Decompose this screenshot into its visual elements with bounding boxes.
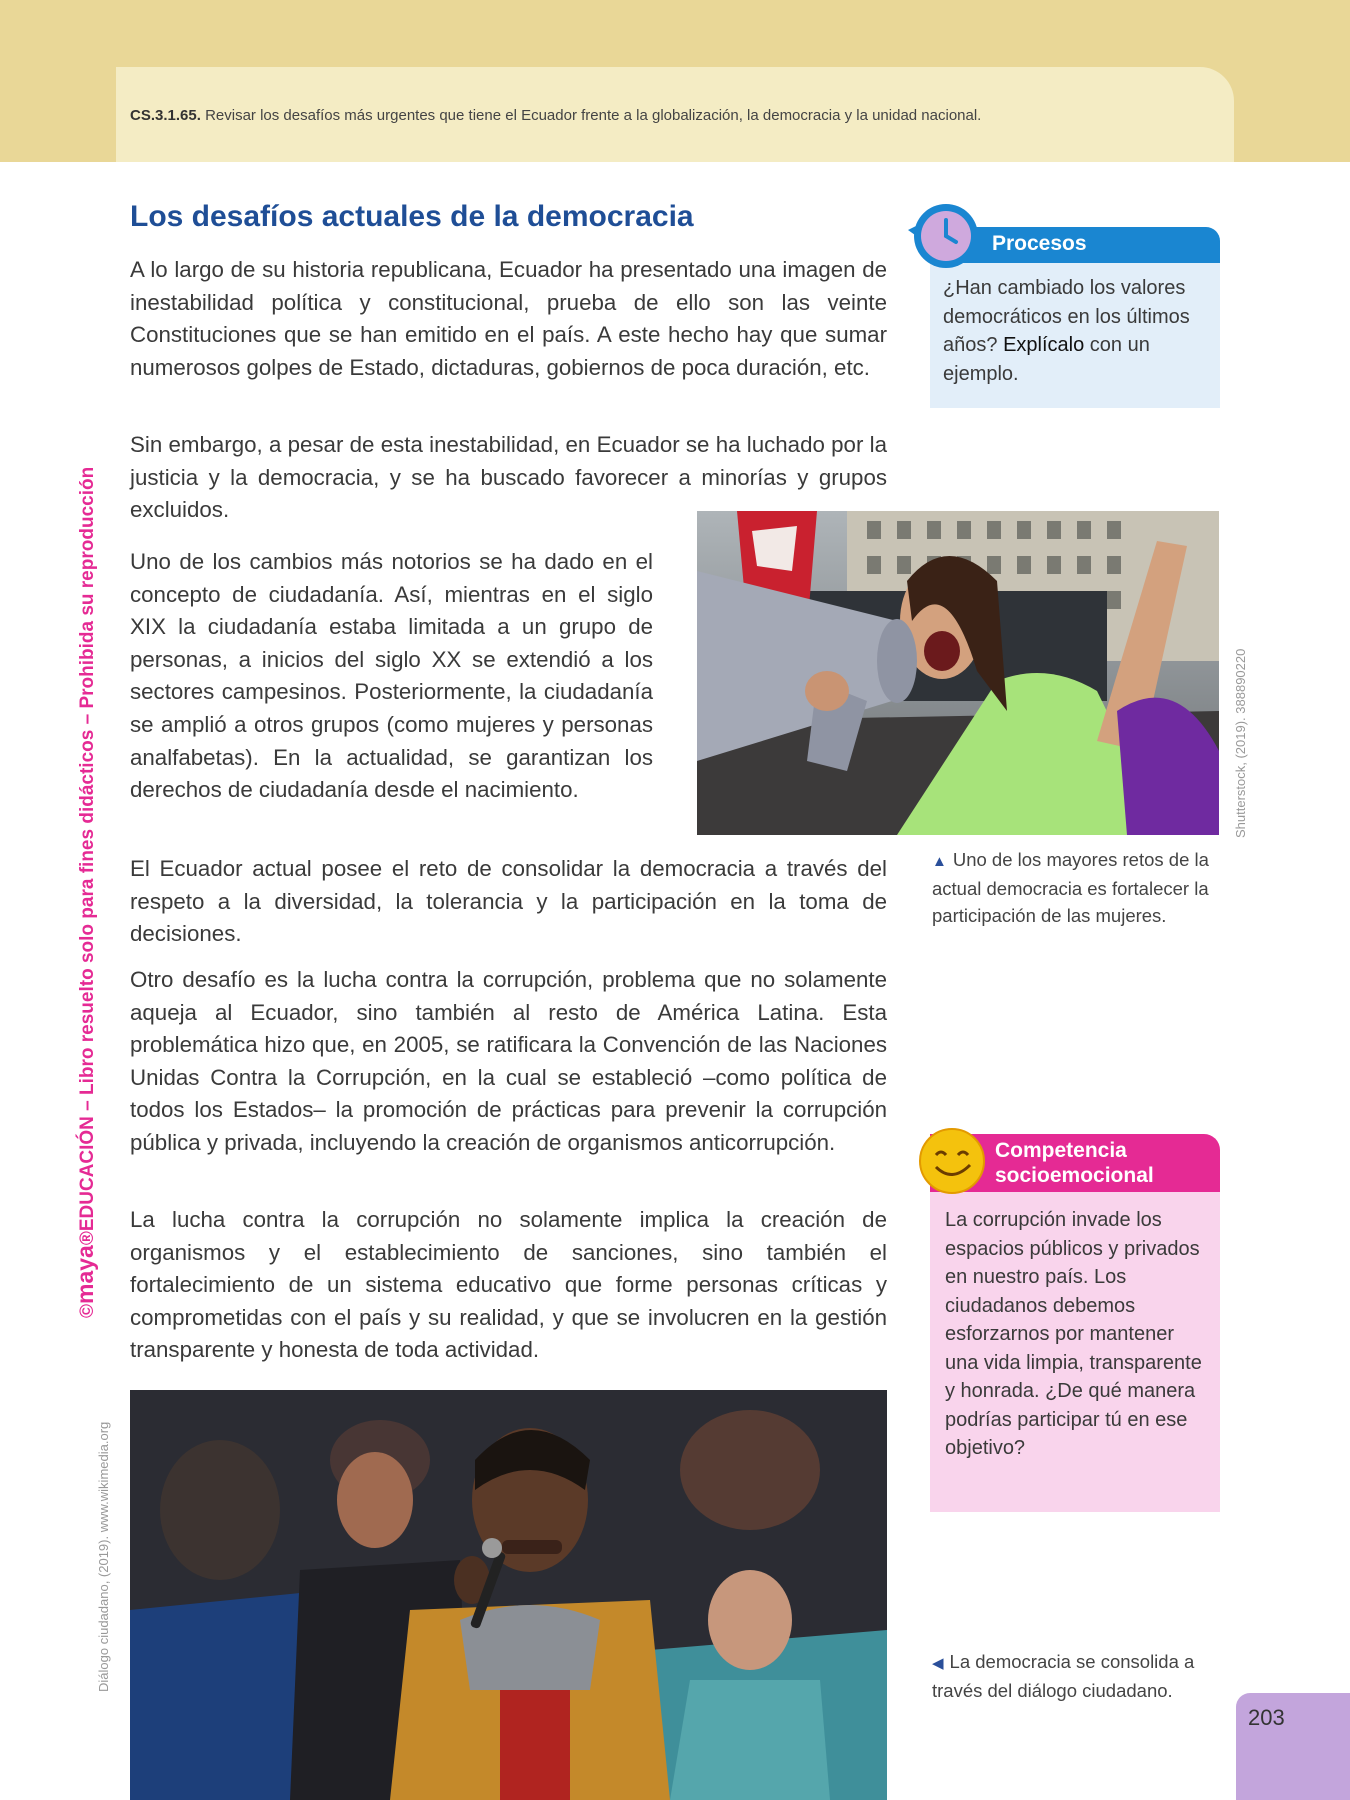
- triangle-up-icon: ▲: [932, 853, 947, 870]
- paragraph-6: La lucha contra la corrupción no solamente implica la creación de organismos y el establecimiento de sanciones, sino también el fortalecimiento de un sistema educativo que forme personas críticas y comprometidas con el país y su realidad, y que se involucren en la gestión transparente y honesta de toda actividad.: [130, 1207, 887, 1363]
- photo1-caption: ▲ Uno de los mayores retos de la actual democracia es fortalecer la participación de las mujeres.: [932, 849, 1209, 926]
- procesos-title: Procesos: [992, 232, 1087, 255]
- copyright-sidebar: ©maya®EDUCACIÓN – Libro resuelto solo para fines didácticos – Prohibida su reproducción: [72, 466, 98, 1318]
- objective-code: CS.3.1.65.: [130, 107, 201, 124]
- competencia-text: La corrupción invade los espacios públicos y privados en nuestro país. Los ciudadanos debemos esforzarnos por mantener una vida limpia, transparente y honrada. ¿De qué manera podrías participar tú en ese objetivo?: [945, 1209, 1202, 1459]
- procesos-question: ¿Han cambiado los valores democráticos en los últimos años? Explícalo con un ejemplo.: [943, 277, 1190, 385]
- clock-icon: [902, 200, 982, 270]
- page-number: 203: [1248, 1705, 1285, 1730]
- paragraph-3: Uno de los cambios más notorios se ha dado en el concepto de ciudadanía. Así, mientras en el siglo XIX la ciudadanía estaba limitada a un grupo de personas, a inicios del siglo XX se extendió a los sectores campesinos. Posteriormente, la ciudadanía se amplió a otros grupos (como mujeres y personas analfabetas). En la actualidad, se garantizan los derechos de ciudadanía desde el nacimiento.: [130, 549, 653, 803]
- objective-description: Revisar los desafíos más urgentes que tiene el Ecuador frente a la globalización, la democracia y la unidad nacional.: [205, 107, 982, 124]
- procesos-emphasis: Explícalo: [1003, 334, 1085, 356]
- photo1-credit: Shutterstock, (2019). 388890220: [1233, 648, 1248, 838]
- dialogue-photo: [130, 1390, 887, 1800]
- objective-text: [130, 107, 981, 124]
- paragraph-5: Otro desafío es la lucha contra la corrupción, problema que no solamente aqueja al Ecuador, sino también al resto de América Latina. Esta problemática hizo que, en 2005, se ratificara la Convención de las Naciones Unidas Contra la Corrupción, en la cual se estableció –como política de todos los Estados– la promoción de prácticas para prevenir la corrupción pública y privada, incluyendo la creación de organismos anticorrupción.: [130, 967, 887, 1155]
- brand-logo: maya: [72, 1245, 98, 1304]
- protest-photo: [697, 511, 1219, 835]
- paragraph-4: El Ecuador actual posee el reto de consolidar la democracia a través del respeto a la diversidad, la tolerancia y la participación en la toma de decisiones.: [130, 856, 887, 947]
- photo2-credit: Diálogo ciudadano, (2019). www.wikimedia.org: [96, 1421, 111, 1692]
- paragraph-2: Sin embargo, a pesar de esta inestabilidad, en Ecuador se ha luchado por la justicia y la democracia, y se ha buscado favorecer a minorías y grupos excluidos.: [130, 432, 887, 523]
- triangle-left-icon: ◀: [932, 1655, 944, 1672]
- paragraph-1: A lo largo de su historia republicana, Ecuador ha presentado una imagen de inestabilidad política y constitucional, prueba de ello son las veinte Constituciones que se han emitido en el país. A este hecho hay que sumar numerosos golpes de Estado, dictaduras, gobiernos de poca duración, etc.: [130, 257, 887, 380]
- photo2-caption: ◀ La democracia se consolida a través del diálogo ciudadano.: [932, 1651, 1195, 1701]
- smiley-icon: [918, 1125, 988, 1195]
- page-title: Los desafíos actuales de la democracia: [130, 200, 694, 233]
- competencia-title: Competencia socioemocional: [995, 1139, 1154, 1187]
